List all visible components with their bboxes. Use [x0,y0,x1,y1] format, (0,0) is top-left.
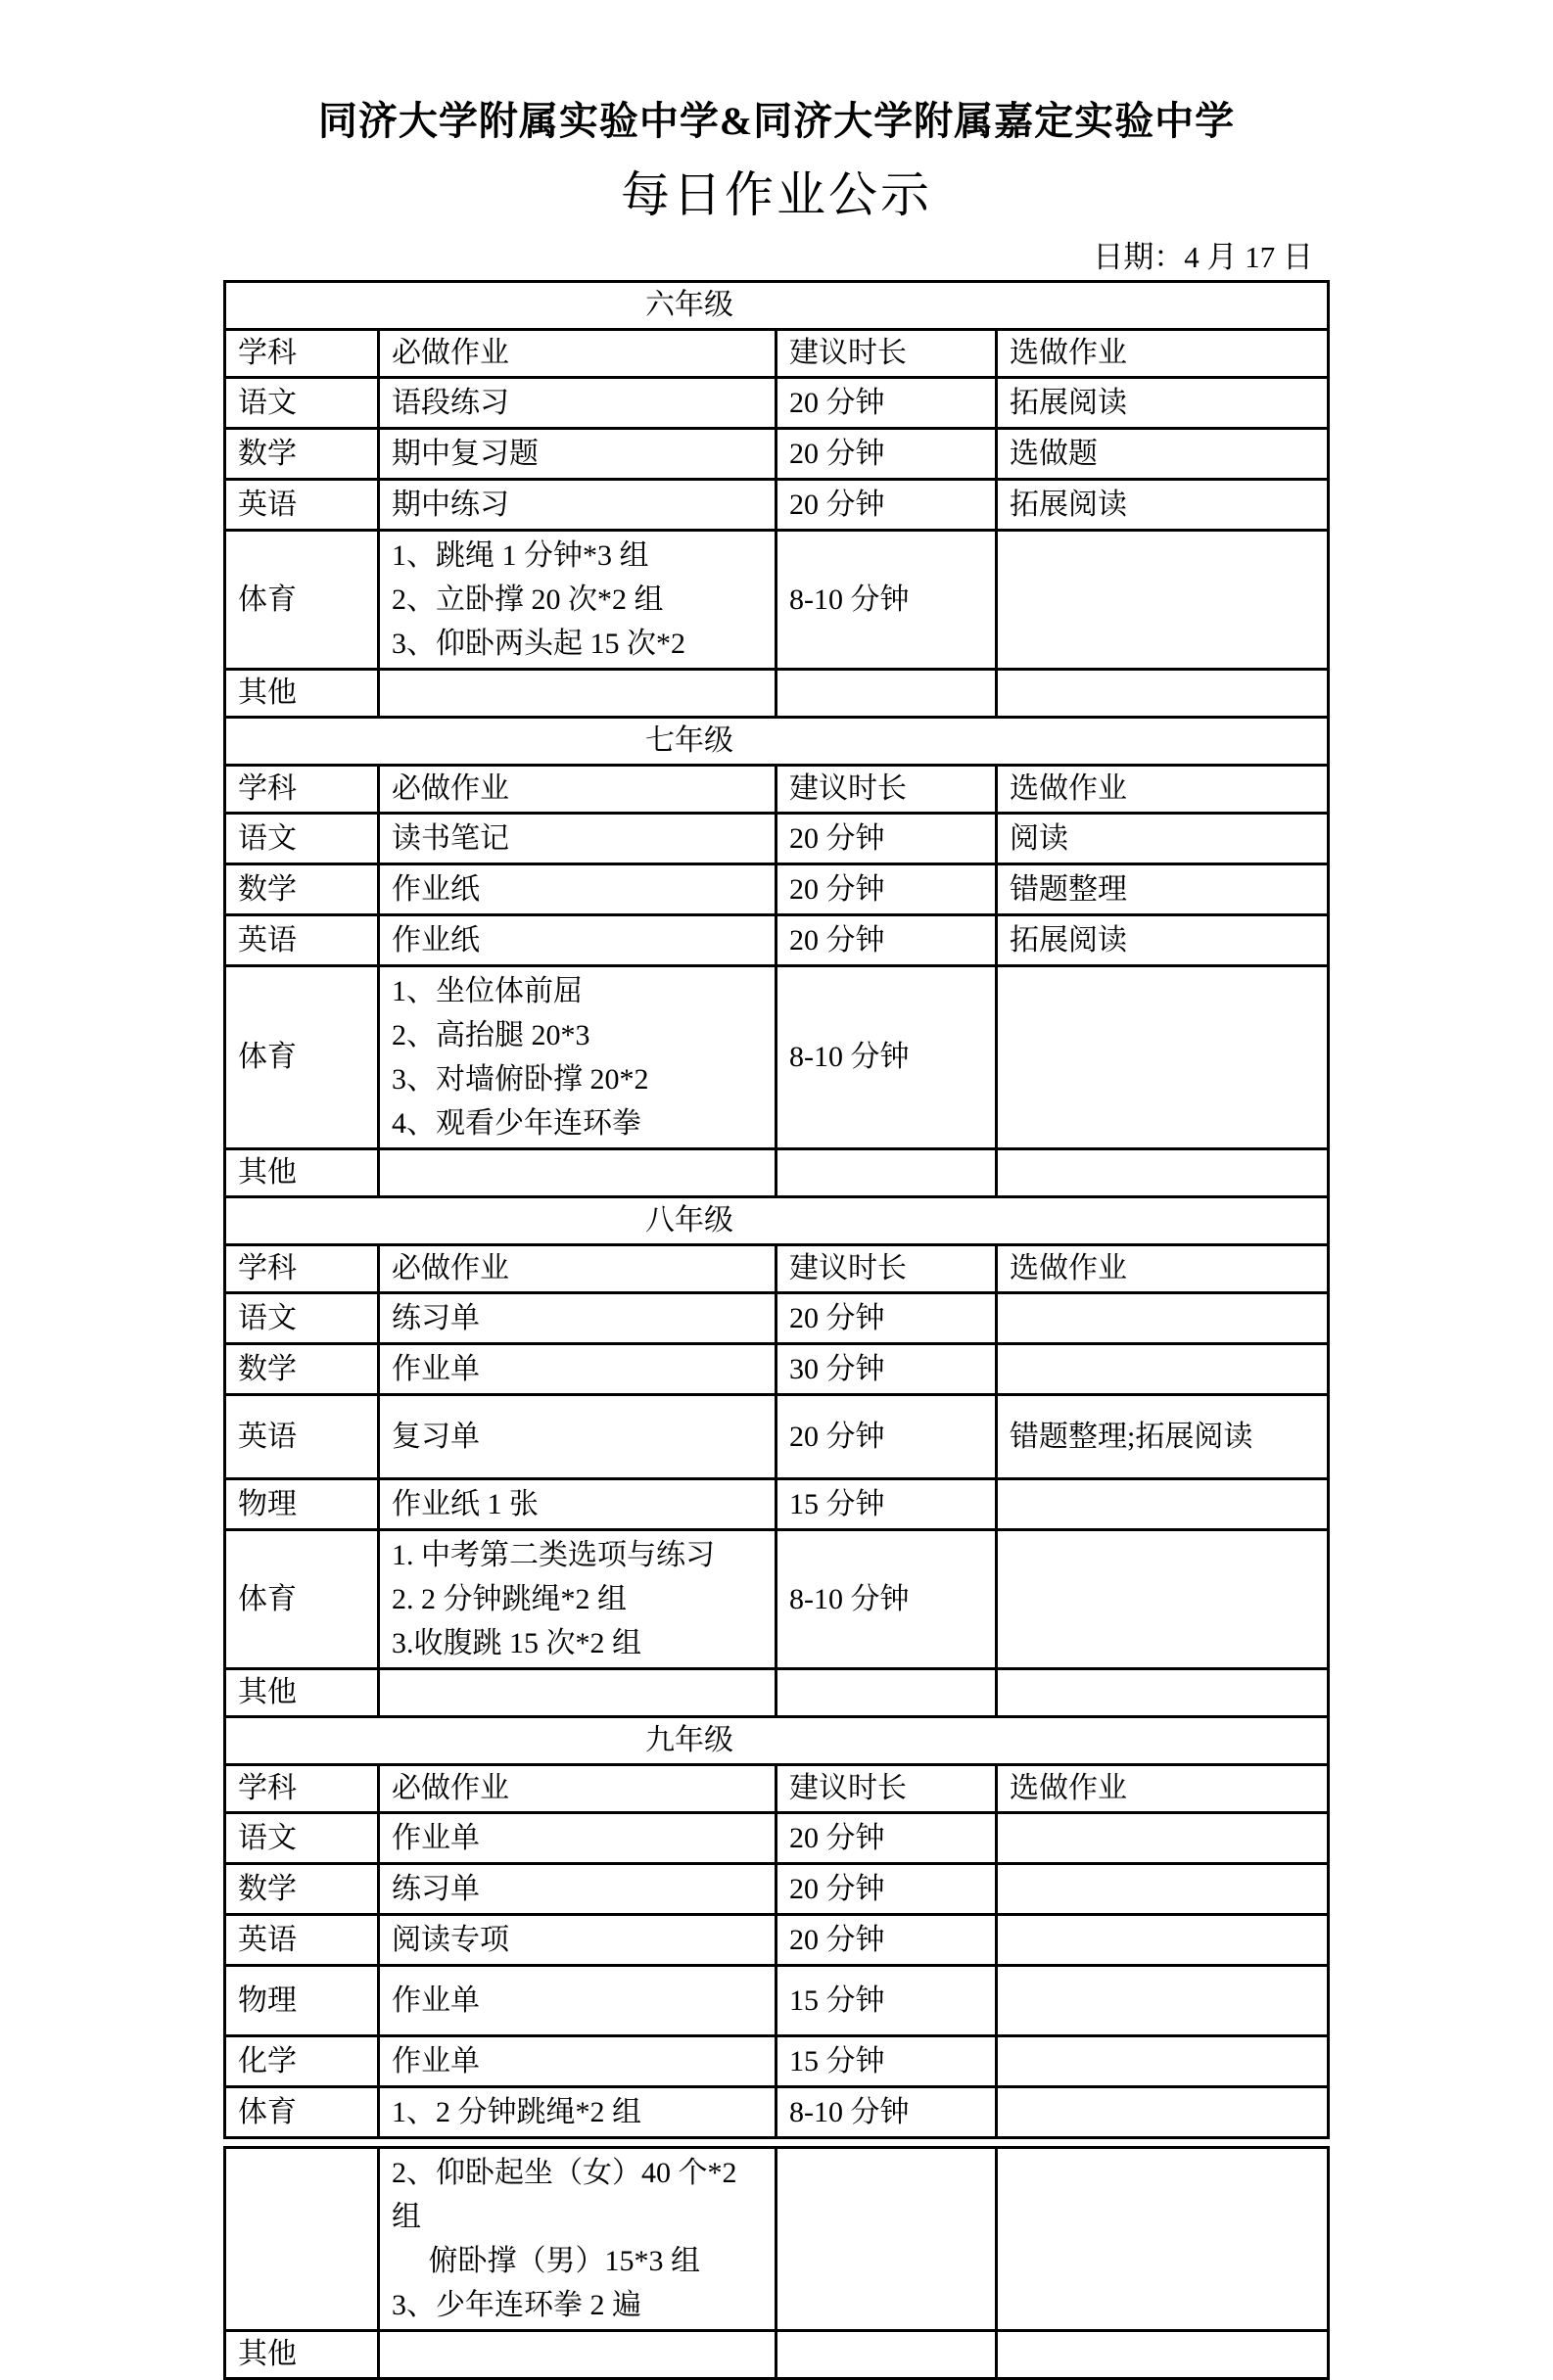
grade-banner: 八年级 [225,1197,1329,1245]
grade-banner: 七年级 [225,718,1329,766]
required-homework-cell [379,2148,776,2331]
duration-cell: 20 分钟 [776,814,997,864]
required-homework-cell [379,670,776,718]
homework-table-continuation [223,2146,1330,2380]
duration-cell [776,2331,997,2379]
optional-homework-cell [997,2036,1329,2087]
required-homework-line: 2、立卧撑 20 次*2 组 [392,583,664,616]
column-header: 必做作业 [379,1245,776,1293]
subject-cell: 体育 [225,2087,379,2138]
subject-cell: 英语 [225,915,379,966]
required-homework-line: 2、高抬腿 20*3 [392,1019,590,1051]
optional-homework-cell: 错题整理;拓展阅读 [997,1395,1329,1479]
subject-cell: 体育 [225,531,379,670]
column-header: 建议时长 [776,330,997,378]
column-header: 选做作业 [997,1245,1329,1293]
optional-homework-cell [997,531,1329,670]
required-homework-cell [379,814,776,864]
table-row [225,1344,1329,1395]
duration-cell [776,1669,997,1717]
subject-cell: 体育 [225,966,379,1149]
table-row [225,864,1329,915]
duration-cell: 30 分钟 [776,1344,997,1395]
optional-homework-cell: 拓展阅读 [997,378,1329,429]
table-row [225,1149,1329,1197]
required-homework-cell [379,2036,776,2087]
column-header: 选做作业 [997,1765,1329,1813]
table-row [225,915,1329,966]
required-homework-cell [379,480,776,531]
required-homework-line: 3、对墙俯卧撑 20*2 [392,1063,649,1096]
table-row [225,1479,1329,1530]
subject-cell: 物理 [225,1966,379,2036]
homework-table [223,280,1330,2139]
required-homework-line: 复习单 [392,1421,480,1453]
column-header: 必做作业 [379,1765,776,1813]
required-homework-cell [379,1669,776,1717]
table-row [225,1293,1329,1344]
required-homework-cell [379,1293,776,1344]
required-homework-line: 2. 2 分钟跳绳*2 组 [392,1583,627,1615]
subject-cell: 语文 [225,814,379,864]
required-homework-cell [379,429,776,480]
subject-cell: 英语 [225,1915,379,1966]
required-homework-line: 期中练习 [392,489,509,521]
optional-homework-cell: 拓展阅读 [997,480,1329,531]
subject-cell: 语文 [225,378,379,429]
subject-cell: 数学 [225,429,379,480]
subject-cell: 其他 [225,1669,379,1717]
subject-cell: 化学 [225,2036,379,2087]
duration-cell: 15 分钟 [776,1479,997,1530]
table-row [225,670,1329,718]
required-homework-line: 作业纸 [392,873,480,906]
required-homework-cell [379,378,776,429]
required-homework-line: 3.收腹跳 15 次*2 组 [392,1627,641,1659]
optional-homework-cell: 阅读 [997,814,1329,864]
required-homework-cell [379,1395,776,1479]
column-header-row [225,330,1329,378]
required-homework-cell [379,915,776,966]
duration-cell: 20 分钟 [776,1395,997,1479]
duration-cell: 20 分钟 [776,864,997,915]
column-header-row [225,1765,1329,1813]
table-row [225,1966,1329,2036]
column-header: 必做作业 [379,330,776,378]
optional-homework-cell [997,2331,1329,2379]
required-homework-cell [379,531,776,670]
required-homework-line: 作业单 [392,2045,480,2077]
optional-homework-cell [997,1293,1329,1344]
table-row [225,2331,1329,2379]
table-row [225,378,1329,429]
table-row [225,480,1329,531]
required-homework-cell [379,1813,776,1864]
school-title: 同济大学附属实验中学&同济大学附属嘉定实验中学 [317,99,1236,143]
required-homework-line: 练习单 [392,1302,480,1334]
table-row [225,1864,1329,1915]
subject-cell: 其他 [225,670,379,718]
duration-cell [776,1149,997,1197]
required-homework-line: 作业单 [392,1984,480,2017]
column-header: 选做作业 [997,330,1329,378]
duration-cell: 20 分钟 [776,480,997,531]
subject-cell: 数学 [225,864,379,915]
required-homework-cell [379,2087,776,2138]
table-row [225,429,1329,480]
required-homework-line: 组 [392,2201,421,2233]
column-header: 学科 [225,330,379,378]
table-row [225,1915,1329,1966]
required-homework-line: 1、2 分钟跳绳*2 组 [392,2096,641,2128]
optional-homework-cell [997,1149,1329,1197]
column-header: 学科 [225,1765,379,1813]
subject-cell: 英语 [225,1395,379,1479]
required-homework-line: 语段练习 [392,387,509,419]
table-row [225,2036,1329,2087]
grade-banner: 六年级 [225,282,1329,330]
duration-cell: 20 分钟 [776,1293,997,1344]
duration-cell: 20 分钟 [776,1864,997,1915]
table-row [225,2148,1329,2331]
duration-cell: 8-10 分钟 [776,531,997,670]
duration-cell: 20 分钟 [776,1813,997,1864]
column-header: 建议时长 [776,1245,997,1293]
subject-cell: 数学 [225,1344,379,1395]
optional-homework-cell [997,1669,1329,1717]
subject-cell: 其他 [225,1149,379,1197]
table-row [225,2087,1329,2138]
table-row [225,1395,1329,1479]
table-row [225,531,1329,670]
optional-homework-cell [997,2148,1329,2331]
column-header: 必做作业 [379,766,776,814]
required-homework-line: 1、跳绳 1 分钟*3 组 [392,539,649,572]
optional-homework-cell: 选做题 [997,429,1329,480]
table-row [225,814,1329,864]
required-homework-line: 作业纸 [392,924,480,957]
duration-cell: 20 分钟 [776,915,997,966]
column-header: 学科 [225,766,379,814]
optional-homework-cell [997,2087,1329,2138]
optional-homework-cell: 错题整理 [997,864,1329,915]
duration-cell: 20 分钟 [776,378,997,429]
required-homework-cell [379,1864,776,1915]
duration-cell: 8-10 分钟 [776,1530,997,1669]
required-homework-cell [379,1344,776,1395]
duration-cell [776,670,997,718]
table-row [225,1530,1329,1669]
required-homework-cell [379,1966,776,2036]
optional-homework-cell [997,1864,1329,1915]
required-homework-line: 4、观看少年连环拳 [392,1107,641,1140]
required-homework-line: 1. 中考第二类选项与练习 [392,1539,715,1571]
duration-cell: 8-10 分钟 [776,2087,997,2138]
subject-cell: 语文 [225,1813,379,1864]
optional-homework-cell [997,670,1329,718]
column-header-row [225,766,1329,814]
duration-cell: 15 分钟 [776,2036,997,2087]
duration-cell [776,2148,997,2331]
table-row [225,966,1329,1149]
optional-homework-cell [997,1915,1329,1966]
column-header: 学科 [225,1245,379,1293]
table-row [225,1669,1329,1717]
subject-cell: 体育 [225,1530,379,1669]
required-homework-line: 1、坐位体前屈 [392,975,583,1007]
required-homework-cell [379,966,776,1149]
grade-banner: 九年级 [225,1717,1329,1765]
column-header-row [225,1245,1329,1293]
required-homework-cell [379,864,776,915]
duration-cell: 20 分钟 [776,1915,997,1966]
required-homework-line: 阅读专项 [392,1924,509,1956]
grade-banner-row [225,1197,1329,1245]
optional-homework-cell [997,1966,1329,2036]
subject-cell [225,2148,379,2331]
subject-cell: 数学 [225,1864,379,1915]
required-homework-line: 作业单 [392,1353,480,1385]
optional-homework-cell [997,1344,1329,1395]
required-homework-line: 练习单 [392,1873,480,1905]
subject-cell: 语文 [225,1293,379,1344]
required-homework-cell [379,2331,776,2379]
table-row [225,1813,1329,1864]
optional-homework-cell [997,966,1329,1149]
subject-cell: 物理 [225,1479,379,1530]
grade-banner-row [225,1717,1329,1765]
subject-cell: 其他 [225,2331,379,2379]
required-homework-cell [379,1530,776,1669]
column-header: 建议时长 [776,1765,997,1813]
required-homework-line: 作业纸 1 张 [392,1488,539,1520]
optional-homework-cell [997,1479,1329,1530]
grade-banner-row [225,282,1329,330]
required-homework-cell [379,1149,776,1197]
column-header: 选做作业 [997,766,1329,814]
duration-cell: 8-10 分钟 [776,966,997,1149]
grade-banner-row [225,718,1329,766]
optional-homework-cell [997,1530,1329,1669]
subject-cell: 英语 [225,480,379,531]
page-title: 每日作业公示 [621,167,932,222]
required-homework-line: 作业单 [392,1822,480,1854]
required-homework-cell [379,1915,776,1966]
required-homework-line: 2、仰卧起坐（女）40 个*2 [392,2157,737,2189]
optional-homework-cell [997,1813,1329,1864]
required-homework-line: 3、少年连环拳 2 遍 [392,2289,641,2321]
required-homework-line: 读书笔记 [392,822,509,855]
required-homework-cell [379,1479,776,1530]
duration-cell: 15 分钟 [776,1966,997,2036]
required-homework-line: 俯卧撑（男）15*3 组 [392,2245,700,2277]
column-header: 建议时长 [776,766,997,814]
date-label: 日期：4 月 17 日 [1093,240,1313,274]
optional-homework-cell: 拓展阅读 [997,915,1329,966]
duration-cell: 20 分钟 [776,429,997,480]
required-homework-line: 3、仰卧两头起 15 次*2 [392,628,685,660]
required-homework-line: 期中复习题 [392,438,539,470]
